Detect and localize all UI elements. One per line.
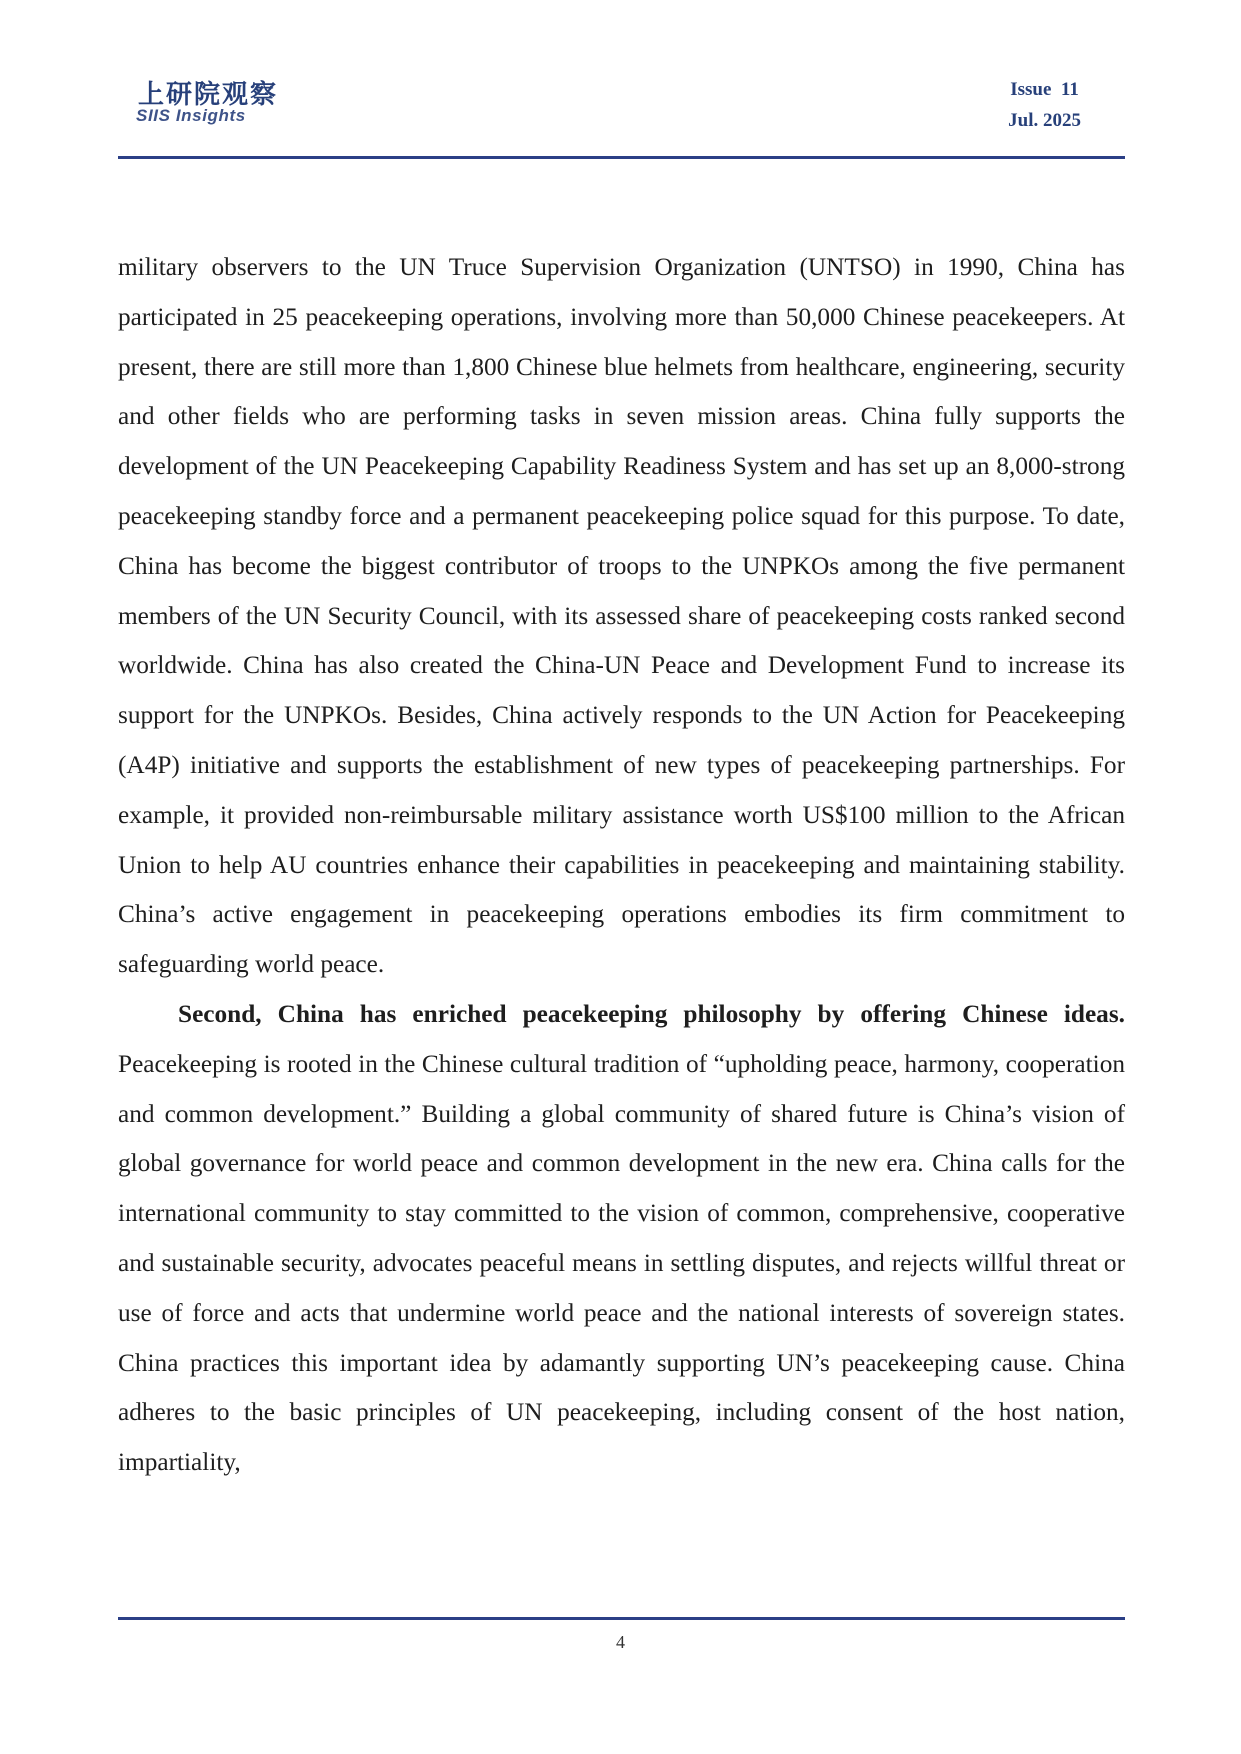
- article-body: [118, 243, 1125, 1488]
- logo-chinese-title: 上研院观察: [138, 80, 279, 110]
- page-header: [118, 70, 1125, 160]
- page-number: 4: [616, 1632, 625, 1652]
- header-divider: [118, 156, 1125, 159]
- logo-english-title: SIIS Insights: [136, 106, 246, 125]
- paragraph-second-body: Peacekeeping is rooted in the Chinese cultural tradition of “upholding peace, harmony, cooperation and common development.” Building a global community of shared future is China’s vision of global governance for world peace and common development in the new era. China calls for the international community to stay committed to the vision of common, comprehensive, cooperative and sustainable security, advocates peaceful means in settling disputes, and rejects willful threat or use of force and acts that undermine world peace and the national interests of sovereign states. China practices this important idea by adamantly supporting UN’s peacekeeping cause. China adheres to the basic principles of UN peacekeeping, including consent of the host nation, impartiality,: [118, 1049, 1125, 1477]
- issue-date: Jul. 2025: [1008, 110, 1081, 131]
- issue-info: [1008, 74, 1081, 136]
- footer-divider: [118, 1617, 1125, 1620]
- paragraph-lead-heading: Second, China has enriched peacekeeping philosophy by offering Chinese ideas.: [178, 999, 1125, 1028]
- paragraph-second-point: [118, 990, 1125, 1488]
- paragraph-continued: military observers to the UN Truce Supervision Organization (UNTSO) in 1990, China has participated in 25 peacekeeping operations, involving more than 50,000 Chinese peacekeepers. At present, there are still more than 1,800 Chinese blue helmets from healthcare, engineering, security and other fields who are performing tasks in seven mission areas. China fully supports the development of the UN Peacekeeping Capability Readiness System and has set up an 8,000-strong peacekeeping standby force and a permanent peacekeeping police squad for this purpose. To date, China has become the biggest contributor of troops to the UNPKOs among the five permanent members of the UN Security Council, with its assessed share of peacekeeping costs ranked second worldwide. China has also created the China-UN Peace and Development Fund to increase its support for the UNPKOs. Besides, China actively responds to the UN Action for Peacekeeping (A4P) initiative and supports the establishment of new types of peacekeeping partnerships. For example, it provided non-reimbursable military assistance worth US$100 million to the African Union to help AU countries enhance their capabilities in peacekeeping and maintaining stability. China’s active engagement in peacekeeping operations embodies its firm commitment to safeguarding world peace.: [118, 253, 1125, 979]
- issue-number: Issue 11: [1010, 79, 1079, 100]
